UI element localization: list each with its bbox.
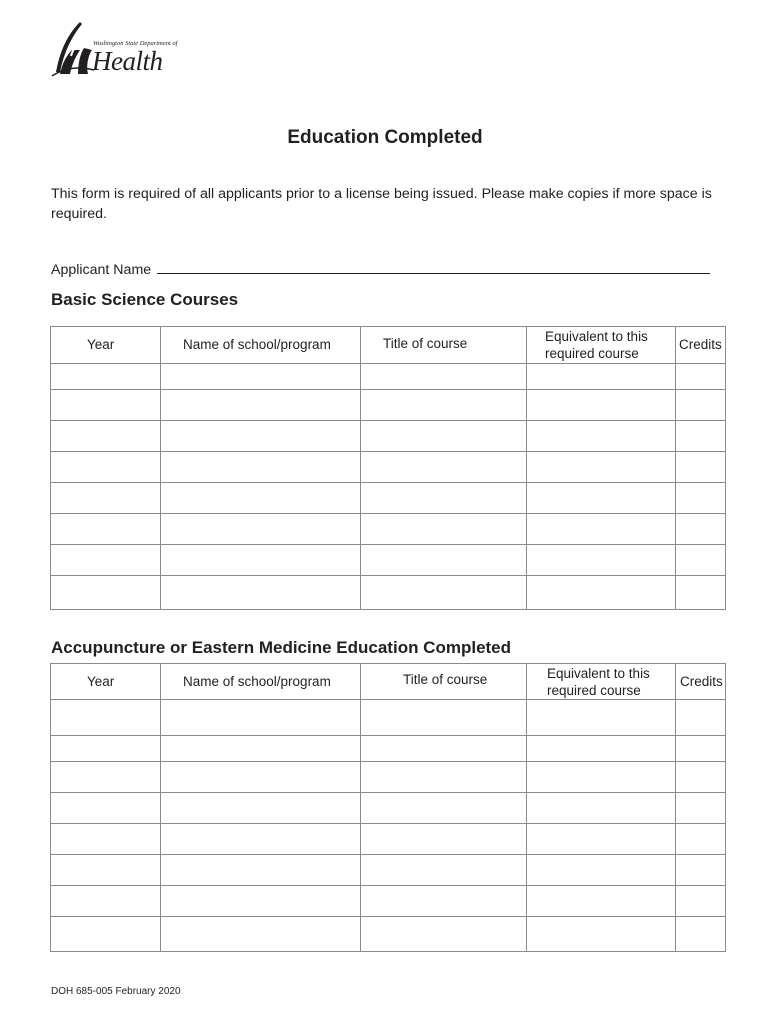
- year-cell[interactable]: [51, 762, 161, 793]
- equivalent-cell[interactable]: [527, 421, 676, 452]
- column-header-credits: Credits: [676, 664, 726, 700]
- equivalent-cell[interactable]: [527, 886, 676, 917]
- school-cell[interactable]: [161, 736, 361, 762]
- equivalent-cell[interactable]: [527, 917, 676, 952]
- doh-logo-mark-icon: [50, 20, 96, 80]
- year-cell[interactable]: [51, 483, 161, 514]
- credits-cell[interactable]: [676, 917, 726, 952]
- table-row: [51, 793, 726, 824]
- credits-cell[interactable]: [676, 390, 726, 421]
- credits-cell[interactable]: [676, 736, 726, 762]
- table-row: [51, 390, 726, 421]
- credits-cell[interactable]: [676, 421, 726, 452]
- table-row: [51, 514, 726, 545]
- course-title-cell[interactable]: [361, 824, 527, 855]
- table-row: [51, 700, 726, 736]
- course-title-cell[interactable]: [361, 576, 527, 610]
- table-row: [51, 886, 726, 917]
- basic-science-table: [50, 326, 726, 610]
- table-row: [51, 483, 726, 514]
- form-instructions: This form is required of all applicants prior to a license being issued. Please make copies if more space is required.: [51, 186, 712, 222]
- course-title-cell[interactable]: [361, 452, 527, 483]
- table-row: [51, 736, 726, 762]
- course-title-cell[interactable]: [361, 793, 527, 824]
- school-cell[interactable]: [161, 390, 361, 421]
- equivalent-cell[interactable]: [527, 483, 676, 514]
- table-header-row: [51, 664, 726, 700]
- credits-cell[interactable]: [676, 855, 726, 886]
- column-header-year: Year: [51, 327, 161, 364]
- table-row: [51, 824, 726, 855]
- equivalent-cell[interactable]: [527, 576, 676, 610]
- school-cell[interactable]: [161, 421, 361, 452]
- equivalent-cell[interactable]: [527, 793, 676, 824]
- course-title-cell[interactable]: [361, 700, 527, 736]
- table-header-row: [51, 327, 726, 364]
- column-header-school: Name of school/program: [161, 327, 361, 364]
- course-title-cell[interactable]: [361, 545, 527, 576]
- credits-cell[interactable]: [676, 886, 726, 917]
- year-cell[interactable]: [51, 390, 161, 421]
- school-cell[interactable]: [161, 700, 361, 736]
- course-title-cell[interactable]: [361, 364, 527, 390]
- equivalent-cell[interactable]: [527, 364, 676, 390]
- column-header-equivalent: Equivalent to this required course: [527, 327, 676, 364]
- year-cell[interactable]: [51, 793, 161, 824]
- course-title-cell[interactable]: [361, 514, 527, 545]
- column-header-course-title: Title of course: [361, 664, 527, 700]
- school-cell[interactable]: [161, 364, 361, 390]
- credits-cell[interactable]: [676, 762, 726, 793]
- column-header-school: Name of school/program: [161, 664, 361, 700]
- applicant-name-label: Applicant Name: [51, 262, 152, 278]
- course-title-cell[interactable]: [361, 917, 527, 952]
- credits-cell[interactable]: [676, 576, 726, 610]
- column-header-equivalent: Equivalent to this required course: [527, 664, 676, 700]
- equivalent-cell[interactable]: [527, 736, 676, 762]
- applicant-name-row: [51, 259, 710, 278]
- year-cell[interactable]: [51, 855, 161, 886]
- course-title-cell[interactable]: [361, 855, 527, 886]
- year-cell[interactable]: [51, 545, 161, 576]
- eastern-medicine-heading: Accupuncture or Eastern Medicine Education Completed: [51, 638, 512, 657]
- year-cell[interactable]: [51, 421, 161, 452]
- equivalent-cell[interactable]: [527, 824, 676, 855]
- credits-cell[interactable]: [676, 545, 726, 576]
- equivalent-cell[interactable]: [527, 762, 676, 793]
- year-cell[interactable]: [51, 736, 161, 762]
- table-row: [51, 364, 726, 390]
- equivalent-cell[interactable]: [527, 700, 676, 736]
- column-header-course-title: Title of course: [361, 327, 527, 364]
- year-cell[interactable]: [51, 917, 161, 952]
- school-cell[interactable]: [161, 793, 361, 824]
- credits-cell[interactable]: [676, 793, 726, 824]
- agency-line: Washington State Department of: [93, 40, 178, 47]
- credits-cell[interactable]: [676, 483, 726, 514]
- school-cell[interactable]: [161, 452, 361, 483]
- school-cell[interactable]: [161, 576, 361, 610]
- table-row: [51, 917, 726, 952]
- school-cell[interactable]: [161, 886, 361, 917]
- eastern-medicine-table: [50, 663, 726, 952]
- agency-name: Health: [92, 46, 163, 76]
- table-row: [51, 855, 726, 886]
- table-row: [51, 421, 726, 452]
- basic-science-heading: Basic Science Courses: [51, 290, 239, 309]
- course-title-cell[interactable]: [361, 762, 527, 793]
- column-header-credits: Credits: [676, 327, 726, 364]
- year-cell[interactable]: [51, 576, 161, 610]
- year-cell[interactable]: [51, 886, 161, 917]
- year-cell[interactable]: [51, 700, 161, 736]
- credits-cell[interactable]: [676, 824, 726, 855]
- year-cell[interactable]: [51, 514, 161, 545]
- table-row: [51, 576, 726, 610]
- course-title-cell[interactable]: [361, 736, 527, 762]
- equivalent-cell[interactable]: [527, 390, 676, 421]
- year-cell[interactable]: [51, 364, 161, 390]
- school-cell[interactable]: [161, 545, 361, 576]
- credits-cell[interactable]: [676, 514, 726, 545]
- school-cell[interactable]: [161, 855, 361, 886]
- year-cell[interactable]: [51, 452, 161, 483]
- course-title-cell[interactable]: [361, 421, 527, 452]
- table-row: [51, 545, 726, 576]
- table-row: [51, 762, 726, 793]
- equivalent-cell[interactable]: [527, 452, 676, 483]
- course-title-cell[interactable]: [361, 886, 527, 917]
- school-cell[interactable]: [161, 917, 361, 952]
- applicant-name-field[interactable]: [157, 259, 710, 274]
- school-cell[interactable]: [161, 514, 361, 545]
- equivalent-cell[interactable]: [527, 514, 676, 545]
- table-row: [51, 452, 726, 483]
- column-header-year: Year: [51, 664, 161, 700]
- school-cell[interactable]: [161, 824, 361, 855]
- form-number: DOH 685-005 February 2020: [51, 986, 181, 997]
- credits-cell[interactable]: [676, 452, 726, 483]
- equivalent-cell[interactable]: [527, 545, 676, 576]
- year-cell[interactable]: [51, 824, 161, 855]
- course-title-cell[interactable]: [361, 483, 527, 514]
- credits-cell[interactable]: [676, 700, 726, 736]
- credits-cell[interactable]: [676, 364, 726, 390]
- school-cell[interactable]: [161, 762, 361, 793]
- equivalent-cell[interactable]: [527, 855, 676, 886]
- page-title: Education Completed: [287, 127, 483, 148]
- course-title-cell[interactable]: [361, 390, 527, 421]
- school-cell[interactable]: [161, 483, 361, 514]
